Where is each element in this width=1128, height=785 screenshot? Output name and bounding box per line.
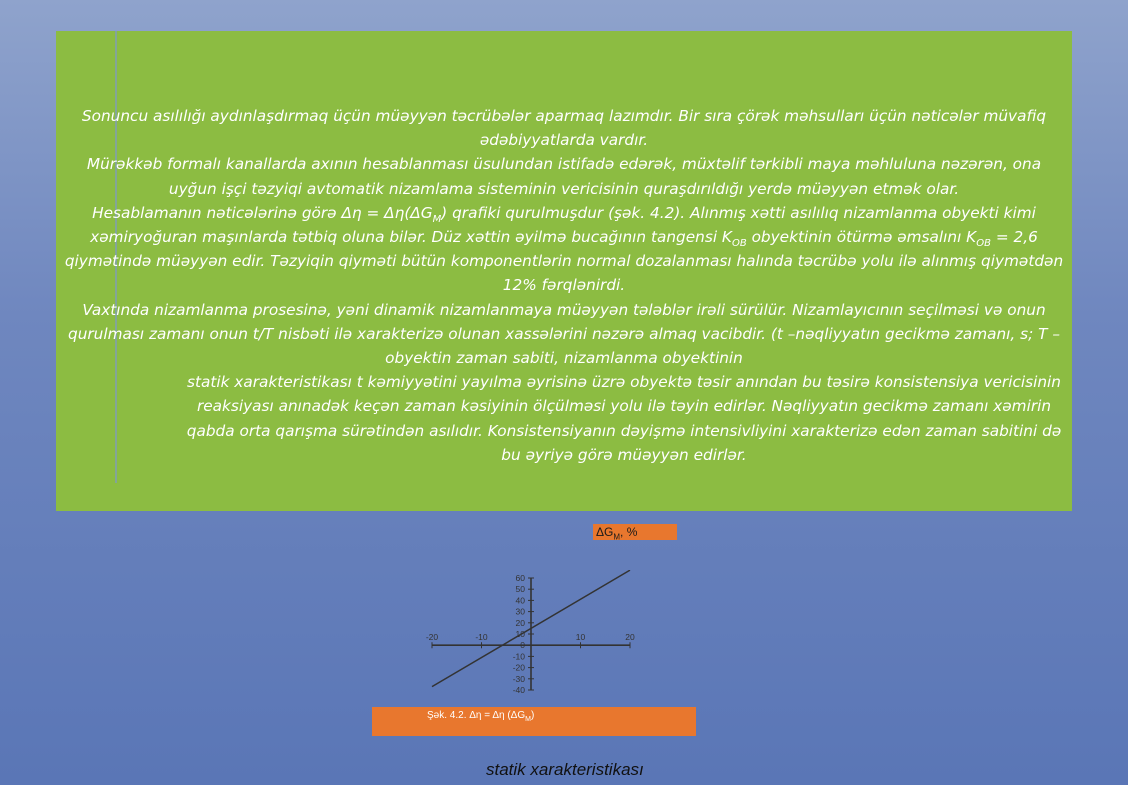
y-tick-label: 50 [515,584,525,595]
x-tick-label: -10 [475,632,488,643]
y-tick-label: -10 [512,651,525,662]
x-tick-label: 10 [575,632,586,643]
text-panel [56,31,1072,511]
y-tick-label: -30 [512,673,525,684]
y-tick-label: 0 [520,640,525,651]
y-tick-label: -40 [512,685,525,695]
x-tick-label: 20 [625,632,635,643]
paragraph-2: Mürəkkəb formalı kanallarda axının hesablanması üsulundan istifadə edərək, müxtəlif tərkibli maya məhluluna nəzərən, ona uyğun işçi təzyiqi avtomatik nizamlama sisteminin vericisinin quraşdırıldığı yerdə müəyyən etmək olar. [86,155,1042,198]
bottom-caption: statik xarakteristikası [486,760,644,779]
chart [412,570,642,700]
y-tick-label: 20 [515,617,525,628]
paragraph-3: Hesablamanın nəticələrinə görə $\Delta\eta = \Delta\eta(\Delta G_M)$ qrafiki qurulmuşdur (şək. 4.2). Alınmış xətti asılılıq nizamlanma obyekti kimi xəmiryoğuran maşınlarda tətbiq oluna bilər. Düz xəttin əyilmə bucağının tangensi $K_{OB}$ obyektinin ötürmə əmsalını $K_{OB} = 2,6$ qiymətində müəyyən edir. Təzyiqin qiyməti bütün komponentlərin normal dozalanması halında təcrübə yolu ilə alınmış qiymətdən 12% fərqlənirdi. [64,203,1064,295]
y-tick-label: 30 [515,606,525,617]
paragraph-5: statik xarakteristikası t kəmiyyətini yayılma əyrisinə üzrə obyektə təsir anından bu təsirə konsistensiya vericisinin reaksiyası anınadək keçən zaman kəsiyinin ölçülməsi yolu ilə təyin edirlər. Nəqliyyatın gecikmə zamanı xəmirin qabda orta qarışma sürətindən asılıdır. Konsistensiyanın dəyişmə intensivliyini xarakterizə edən zaman sabitini də bu əyriyə görə müəyyən edirlər. [186,373,1062,464]
x-tick-label: -20 [425,632,439,643]
body-text [62,104,1066,467]
paragraph-4: Vaxtında nizamlanma prosesinə, yəni dinamik nizamlanmaya müəyyən tələblər irəli sürülür. Nizamlayıcının seçilməsi və onun qurulması zamanı onun t/T nisbəti ilə xarakterizə olunan xassələrini nəzərə almaq vacibdir. (t –nəqliyyatın gecikmə zamanı, s; T – obyektin zaman sabiti, nizamlanma obyektinin [67,300,1060,368]
chart-axis-label: $\Delta G_M$, % [593,524,677,540]
figure-caption: Şək. 4.2. Δη = Δη $(\Delta G_M)$ [372,707,696,736]
paragraph-1: Sonuncu asılılığı aydınlaşdırmaq üçün müəyyən təcrübələr aparmaq lazımdır. Bir sıra çörək məhsulları üçün nəticələr müvafiq ədəbiyyatlarda vardır. [81,107,1047,150]
y-tick-label: -20 [512,662,525,673]
y-tick-label: 10 [515,629,525,639]
y-tick-label: 60 [515,573,525,583]
y-tick-label: 40 [515,595,525,606]
